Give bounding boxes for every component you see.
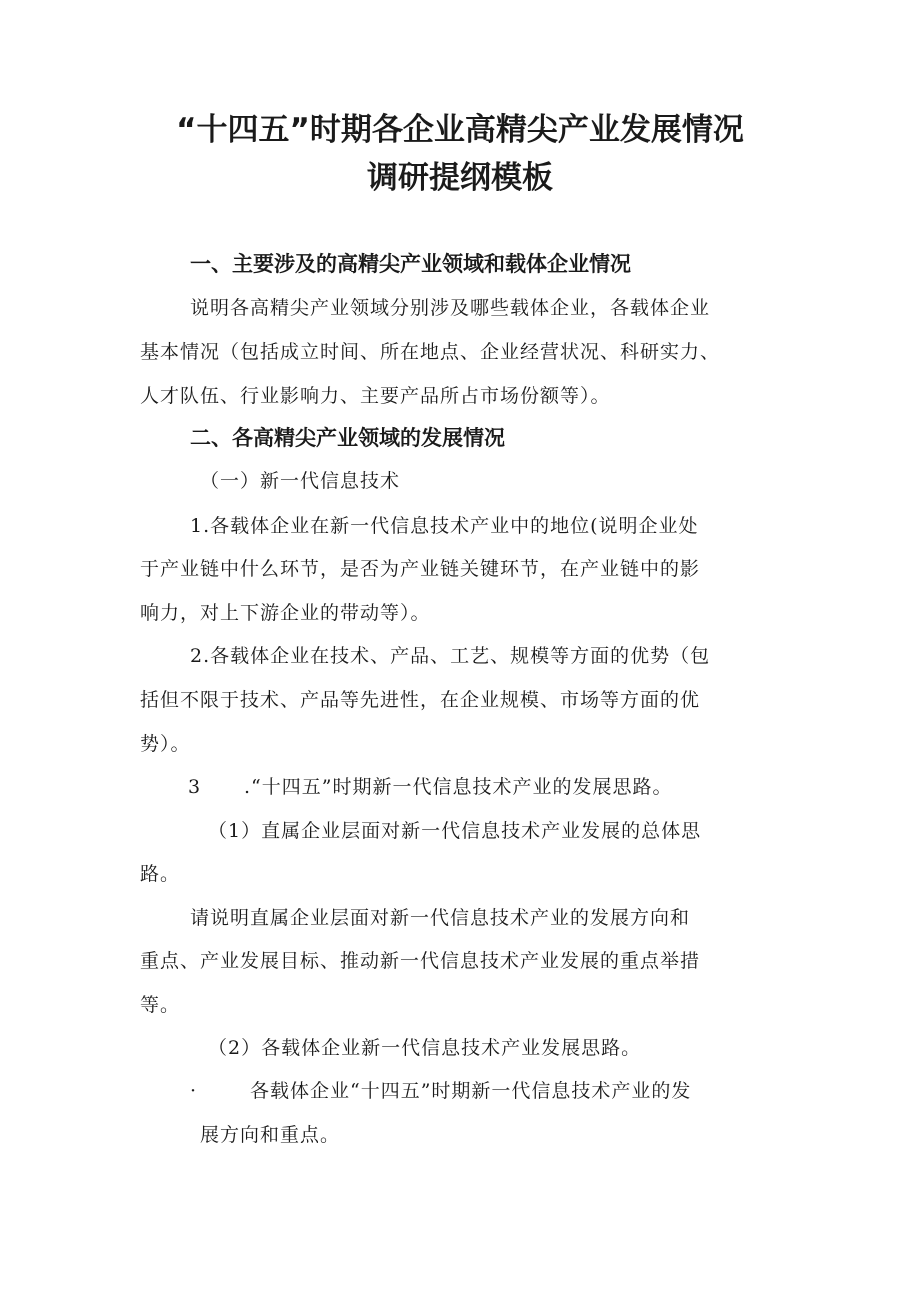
item-2-line: 2.各载体企业在技术、产品、工艺、规模等方面的优势（包 bbox=[190, 645, 711, 667]
item-3-text: .“十四五”时期新一代信息技术产业的发展思路。 bbox=[244, 776, 673, 798]
document-title-line-2: 调研提纲模板 bbox=[367, 160, 553, 196]
item-1-line: 于产业链中什么环节，是否为产业链关键环节，在产业链中的影 bbox=[140, 558, 701, 580]
point-1-description-line: 重点、产业发展目标、推动新一代信息技术产业发展的重点举措 bbox=[140, 950, 701, 972]
point-2-line: （2）各载体企业新一代信息技术产业发展思路。 bbox=[208, 1037, 642, 1059]
point-1-line: （1）直属企业层面对新一代信息技术产业发展的总体思 bbox=[208, 820, 702, 842]
item-3-number: 3 bbox=[188, 776, 202, 798]
point-1-description-line: 等。 bbox=[140, 994, 181, 1016]
section-1-paragraph-line: 基本情况（包括成立时间、所在地点、企业经营状况、科研实力、 bbox=[140, 341, 721, 363]
section-1-paragraph-line: 人才队伍、行业影响力、主要产品所占市场份额等）。 bbox=[140, 385, 611, 407]
document-title-line-1: “十四五”时期各企业高精尖产业发展情况 bbox=[176, 112, 744, 148]
point-1-line: 路。 bbox=[140, 863, 181, 885]
subsection-heading: （一）新一代信息技术 bbox=[200, 470, 401, 492]
bullet-icon: · bbox=[190, 1080, 197, 1102]
point-1-description-line: 请说明直属企业层面对新一代信息技术产业的发展方向和 bbox=[190, 907, 691, 929]
section-2-heading: 二、各高精尖产业领域的发展情况 bbox=[190, 426, 505, 450]
item-1-line: 响力，对上下游企业的带动等）。 bbox=[140, 602, 431, 624]
bullet-1-line: 展方向和重点。 bbox=[200, 1124, 341, 1146]
item-1-line: 1.各载体企业在新一代信息技术产业中的地位(说明企业处 bbox=[190, 515, 699, 537]
section-1-paragraph-line: 说明各高精尖产业领域分别涉及哪些载体企业，各载体企业 bbox=[190, 297, 711, 319]
bullet-1-line: 各载体企业“十四五”时期新一代信息技术产业的发 bbox=[250, 1080, 692, 1102]
item-2-line: 势）。 bbox=[140, 733, 191, 755]
item-2-line: 括但不限于技术、产品等先进性，在企业规模、市场等方面的优 bbox=[140, 689, 701, 711]
section-1-heading: 一、主要涉及的高精尖产业领域和载体企业情况 bbox=[190, 252, 631, 276]
